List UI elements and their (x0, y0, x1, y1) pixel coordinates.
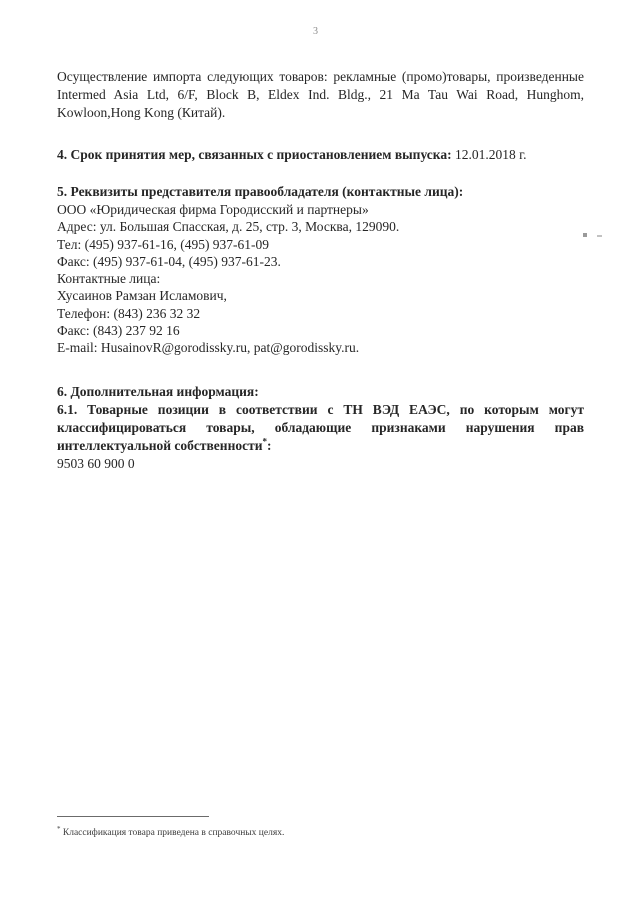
document-content (57, 68, 584, 473)
footnote (57, 823, 457, 839)
section-6-1-paragraph (57, 401, 584, 455)
scan-speck (597, 235, 602, 237)
phone-line: Тел: (495) 937-61-16, (495) 937-61-09 (57, 236, 270, 252)
fax-line: Факс: (495) 937-61-04, (495) 937-61-23. (57, 253, 281, 269)
page-number: 3 (313, 26, 318, 37)
contact-phone-line: Телефон: (843) 236 32 32 (57, 305, 201, 321)
footnote-text: Классификация товара приведена в справочных целях. (60, 828, 285, 839)
section-4-label: 4. Срок принятия мер, связанных с приостановлением выпуска: (57, 147, 452, 162)
contact-persons-label: Контактные лица: (57, 271, 161, 287)
address-line: Адрес: ул. Большая Спасская, д. 25, стр. 3, Москва, 129090. (57, 219, 400, 235)
intro-paragraph: Осуществление импорта следующих товаров: рекламные (промо)товары, произведенные Intermed Asia Ltd, 6/F, Block B, Eldex Ind. Bldg., 21 Ma Tau Wai Road, Hunghom, Kowloon,Hong Kong (Китай). (57, 69, 584, 120)
section-6-1-suffix: : (267, 437, 272, 453)
section-4-value: 12.01.2018 г. (451, 147, 527, 162)
section-4-line (57, 146, 584, 164)
email-line: E-mail: HusainovR@gorodissky.ru, pat@gorodissky.ru. (57, 340, 360, 356)
contact-person-name: Хусаинов Рамзан Исламович, (57, 288, 227, 304)
section-6-heading: 6. Дополнительная информация: (57, 383, 259, 399)
footnote-marker: * (57, 825, 61, 833)
section-5-details (57, 201, 584, 357)
tnved-code: 9503 60 900 0 (57, 455, 135, 471)
scan-speck (583, 233, 587, 237)
section-6-1-text: 6.1. Товарные позиции в соответствии с ТН ВЭД ЕАЭС, по которым могут классифицироваться товары, обладающие признаками нарушения прав интеллектуальной собственности (57, 401, 584, 453)
section-5-heading: 5. Реквизиты представителя правообладателя (контактные лица): (57, 184, 464, 199)
footnote-separator (57, 816, 209, 817)
company-name-line: ООО «Юридическая фирма Городисский и партнеры» (57, 202, 369, 217)
contact-fax-line: Факс: (843) 237 92 16 (57, 323, 180, 339)
footnote-marker-ref: * (262, 436, 267, 447)
